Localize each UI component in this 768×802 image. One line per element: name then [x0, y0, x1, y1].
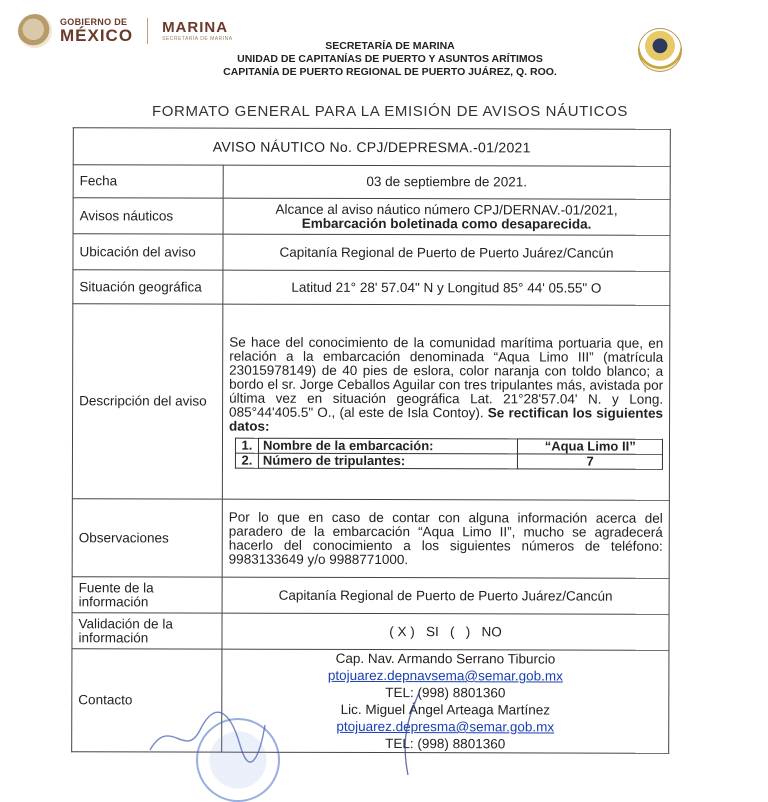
contact-2-email-link[interactable]: ptojuarez.depresma@semar.gob.mx [336, 718, 555, 735]
descripcion-value [222, 304, 670, 500]
fuente-label: Fuente de la información [72, 577, 222, 613]
situacion-value: Latitud 21° 28' 57.04" N y Longitud 85° 44' 05.55" O [223, 270, 670, 305]
marina-small-text: SECRETARÍA DE MARINA [162, 36, 233, 42]
contact-1-phone: TEL: (998) 8801360 [385, 685, 506, 701]
contact-1-name: Cap. Nav. Armando Serrano Tiburcio [335, 650, 556, 667]
avisos-value [223, 198, 670, 235]
row-label: Nombre de la embarcación: [258, 438, 517, 454]
agency-line-1: SECRETARÍA DE MARINA [325, 40, 455, 52]
logo-divider [147, 18, 148, 44]
naval-seal-icon [638, 28, 682, 72]
notice-number: AVISO NÁUTICO No. CPJ/DEPRESMA.-01/2021 [73, 128, 670, 167]
fecha-value: 03 de septiembre de 2021. [223, 165, 670, 199]
descripcion-bold: Se rectifican los siguientes datos: [229, 404, 664, 434]
pen-stroke-icon [390, 690, 430, 775]
gov-big-text: MÉXICO [60, 26, 134, 45]
contacto-value [222, 649, 669, 753]
gov-wordmark [60, 18, 133, 44]
row-value: 7 [518, 453, 663, 468]
notice-table [71, 127, 671, 754]
eagle-emblem-icon [18, 14, 52, 48]
fecha-label: Fecha [73, 165, 223, 198]
marina-big-text: MARINA [162, 19, 229, 36]
descripcion-label: Descripción del aviso [72, 304, 223, 499]
row-value: “Aqua Limo II” [518, 438, 663, 453]
fuente-value: Capitanía Regional de Puerto de Puerto Juárez/Cancún [222, 577, 669, 614]
descripcion-body: Se hace del conocimiento de la comunidad marítima portuaria que, en relación a la embarcación denominada “Aqua Limo III” (matrícula 23015978149) de 40 pies de eslora, color naranja con toldo blanco; a bordo el sr. Jorge Ceballos Aguilar con tres tripulantes más, avistada por última vez en situación geográfica Lat. 21°28'57.04' N. y Long. 085°44'405.5" O., (al este de Isla Contoy). [229, 334, 664, 420]
agency-header [170, 40, 610, 79]
descripcion-text [229, 335, 663, 434]
table-row [235, 453, 662, 469]
contacto-label: Contacto [72, 649, 222, 752]
row-label: Número de tripulantes: [258, 453, 517, 469]
situacion-label: Situación geográfica [73, 270, 223, 304]
observaciones-value: Por lo que en caso de contar con alguna información acerca del paradero de la embarcación “Aqua Limo II”, mucho se agradecerá hacerlo del conocimiento a los siguientes números de teléfono: 9983133649 y/o 9988771000. [222, 499, 669, 578]
contact-1-email-link[interactable]: ptojuarez.depnavsema@semar.gob.mx [327, 667, 563, 684]
form-title: FORMATO GENERAL PARA LA EMISIÓN DE AVISOS NÁUTICOS [152, 103, 628, 120]
marina-wordmark [162, 20, 232, 42]
gov-small-text: GOBIERNO DE [60, 17, 128, 27]
observaciones-label: Observaciones [72, 499, 222, 577]
validacion-value: ( X ) SI ( ) NO [222, 613, 669, 650]
avisos-label: Avisos náuticos [73, 198, 223, 234]
table-row [235, 438, 662, 454]
signature-icon [140, 705, 270, 765]
ubicacion-value: Capitanía Regional de Puerto de Puerto Juárez/Cancún [223, 234, 670, 271]
rectification-table [235, 437, 663, 469]
ubicacion-label: Ubicación del aviso [73, 234, 223, 270]
contact-2-name: Lic. Miguel Ángel Arteaga Martínez [340, 701, 551, 718]
avisos-value-line-1: Alcance al aviso náutico número CPJ/DERNAV.-01/2021, [275, 201, 618, 218]
row-number: 2. [235, 453, 258, 468]
contact-2-phone: TEL: (998) 8801360 [385, 736, 506, 752]
agency-line-3: CAPITANÍA DE PUERTO REGIONAL DE PUERTO JUÁREZ, Q. ROO. [223, 66, 557, 78]
row-number: 1. [235, 438, 258, 453]
validacion-label: Validación de la información [72, 613, 222, 649]
avisos-value-line-2: Embarcación boletinada como desaparecida. [301, 215, 592, 232]
agency-line-2: UNIDAD DE CAPITANÍAS DE PUERTO Y ASUNTOS ARÍTIMOS [237, 53, 543, 65]
